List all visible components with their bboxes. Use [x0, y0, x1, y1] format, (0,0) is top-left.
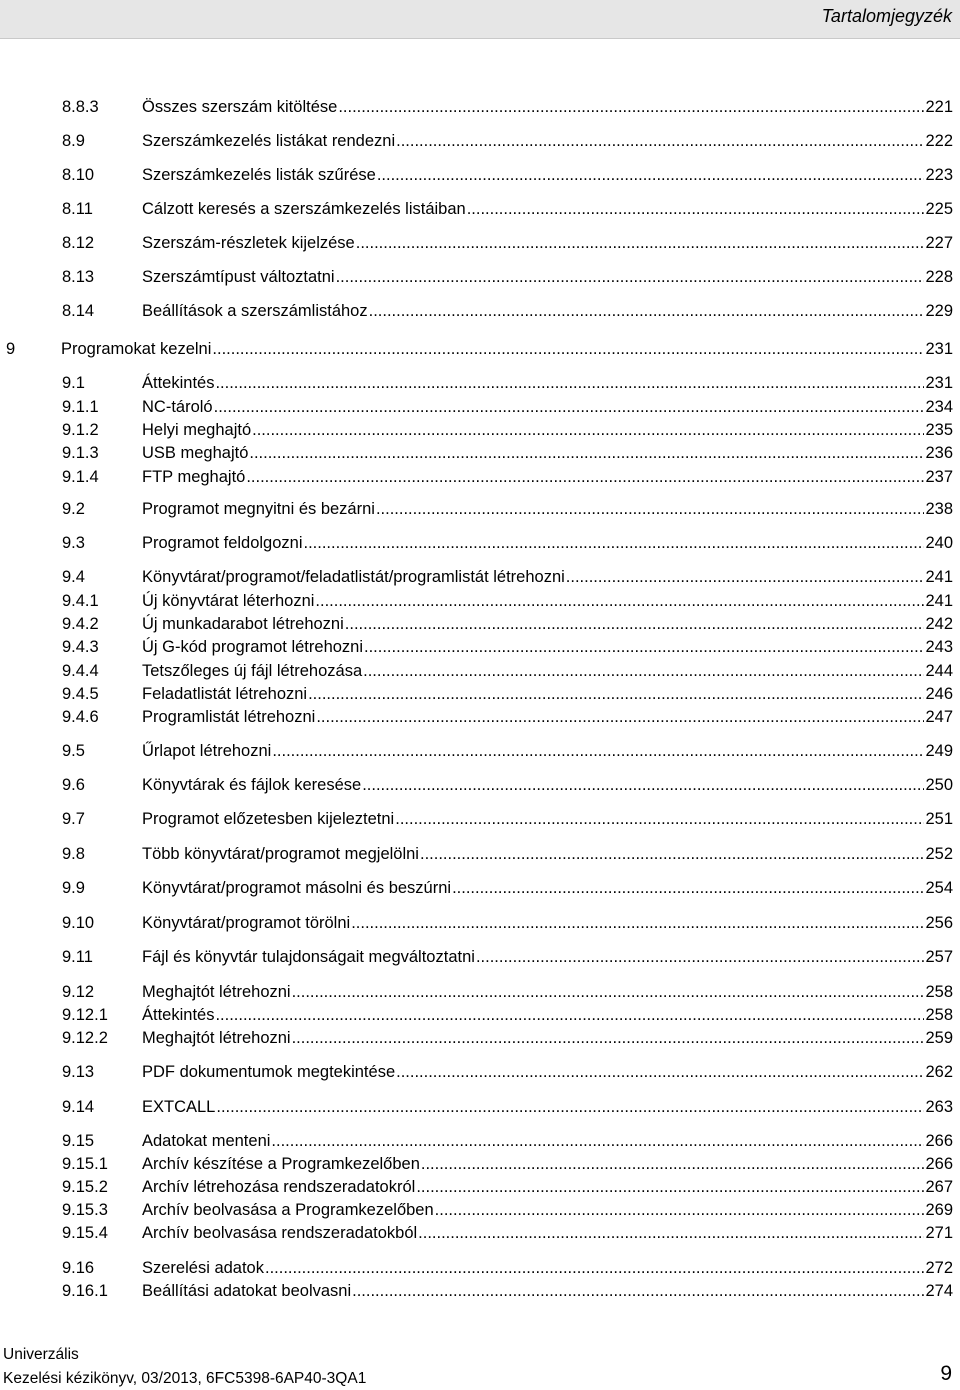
toc-entry-title: Programot megnyitni és bezárni: [142, 500, 375, 518]
toc-entry-page: 258: [925, 983, 953, 1001]
toc-entry-page: 257: [925, 948, 953, 966]
toc-entry-title: Új munkadarabot létrehozni: [142, 615, 344, 633]
toc-entry[interactable]: [0, 774, 960, 796]
toc-entry[interactable]: [0, 1222, 960, 1244]
toc-entry[interactable]: [0, 566, 960, 588]
toc-entry-number: 9.12.1: [62, 1006, 108, 1024]
toc-entry-title: Helyi meghajtó: [142, 421, 252, 439]
toc-entry[interactable]: [0, 466, 960, 488]
toc-entry-page: 231: [925, 374, 953, 392]
toc-entry-number: 8.13: [62, 268, 95, 286]
dot-leader: [316, 706, 924, 728]
toc-entry-page: 262: [925, 1063, 953, 1081]
dot-leader: [377, 164, 925, 186]
toc-entry-number: 9.1.3: [62, 444, 99, 462]
toc-entry-page: 269: [925, 1201, 953, 1219]
dot-leader: [212, 338, 924, 360]
toc-entry[interactable]: [0, 1199, 960, 1221]
toc-entry[interactable]: [0, 164, 960, 186]
toc-entry-page: 251: [925, 810, 953, 828]
dot-leader: [421, 1153, 925, 1175]
toc-entry-page: 227: [925, 234, 953, 252]
toc-entry-page: 244: [925, 662, 953, 680]
toc-entry-page: 222: [925, 132, 953, 150]
dot-leader: [292, 981, 925, 1003]
toc-entry-number: 8.9: [62, 132, 85, 150]
toc-entry[interactable]: [0, 1004, 960, 1026]
toc-entry-title: Archív beolvasása a Programkezelőben: [142, 1201, 434, 1219]
toc-entry-title: Több könyvtárat/programot megjelölni: [142, 845, 419, 863]
dot-leader: [292, 1027, 925, 1049]
toc-entry[interactable]: [0, 636, 960, 658]
toc-entry-title: Szerszám-részletek kijelzése: [142, 234, 355, 252]
toc-entry-number: 9.12.2: [62, 1029, 108, 1047]
dot-leader: [416, 1176, 924, 1198]
toc-entry-page: 243: [925, 638, 953, 656]
dot-leader: [304, 532, 925, 554]
toc-entry-number: 9.10: [62, 914, 95, 932]
toc-entry-title: Beállítások a szerszámlistához: [142, 302, 368, 320]
toc-entry-title: Könyvtárak és fájlok keresése: [142, 776, 362, 794]
toc-entry-number: 9.2: [62, 500, 85, 518]
toc-entry-number: 9.4.6: [62, 708, 99, 726]
toc-entry-number: 9.4.1: [62, 592, 99, 610]
toc-entry-title: Beállítási adatokat beolvasni: [142, 1282, 352, 1300]
toc-entry[interactable]: [0, 981, 960, 1003]
toc-entry[interactable]: [0, 532, 960, 554]
dot-leader: [308, 683, 924, 705]
toc-entry-number: 9.12: [62, 983, 95, 1001]
toc-entry[interactable]: [0, 1096, 960, 1118]
toc-entry-page: 241: [925, 568, 953, 586]
dot-leader: [396, 1061, 924, 1083]
toc-entry-title: USB meghajtó: [142, 444, 249, 462]
dot-leader: [246, 466, 924, 488]
toc-entry-title: Áttekintés: [142, 1006, 215, 1024]
toc-entry-page: 274: [925, 1282, 953, 1300]
dot-leader: [214, 396, 925, 418]
toc-entry[interactable]: [0, 232, 960, 254]
toc-entry-page: 263: [925, 1098, 953, 1116]
footer-document-info: Kezelési kézikönyv, 03/2013, 6FC5398-6AP40-3QA1: [3, 1370, 367, 1387]
toc-entry[interactable]: [0, 1257, 960, 1279]
toc-entry[interactable]: [0, 843, 960, 865]
dot-leader: [363, 660, 924, 682]
toc-entry-title: FTP meghajtó: [142, 468, 246, 486]
toc-entry[interactable]: [0, 419, 960, 441]
toc-entry-page: 247: [925, 708, 953, 726]
toc-entry-title: Új G-kód programot létrehozni: [142, 638, 364, 656]
toc-entry-page: 223: [925, 166, 953, 184]
toc-entry[interactable]: [0, 396, 960, 418]
toc-entry[interactable]: [0, 683, 960, 705]
toc-entry-number: 9.15.3: [62, 1201, 108, 1219]
dot-leader: [315, 590, 924, 612]
toc-entry-number: 9.3: [62, 534, 85, 552]
dot-leader: [216, 1096, 924, 1118]
dot-leader: [467, 198, 925, 220]
toc-entry-page: 228: [925, 268, 953, 286]
toc-entry-page: 271: [925, 1224, 953, 1242]
toc-entry-page: 240: [925, 534, 953, 552]
dot-leader: [249, 442, 924, 464]
toc-entry-page: 229: [925, 302, 953, 320]
toc-entry[interactable]: [0, 740, 960, 762]
toc-entry[interactable]: [0, 808, 960, 830]
toc-entry-page: 235: [925, 421, 953, 439]
toc-entry[interactable]: [0, 1280, 960, 1302]
toc-entry[interactable]: [0, 1153, 960, 1175]
dot-leader: [356, 232, 925, 254]
toc-entry-number: 9.4.5: [62, 685, 99, 703]
toc-entry-title: Adatokat menteni: [142, 1132, 271, 1150]
toc-entry-title: Programlistát létrehozni: [142, 708, 316, 726]
toc-entry-page: 272: [925, 1259, 953, 1277]
toc-entry-number: 9.14: [62, 1098, 95, 1116]
dot-leader: [376, 498, 925, 520]
toc-entry[interactable]: [0, 590, 960, 612]
toc-entry-number: 9: [6, 340, 16, 358]
toc-entry[interactable]: [0, 660, 960, 682]
toc-entry-title: Archív beolvasása rendszeradatokból: [142, 1224, 418, 1242]
toc-entry-title: Könyvtárat/programot törölni: [142, 914, 351, 932]
toc-entry-number: 9.15.4: [62, 1224, 108, 1242]
toc-entry-title: Szerszámtípust változtatni: [142, 268, 335, 286]
toc-entry-page: 249: [925, 742, 953, 760]
toc-entry[interactable]: [0, 1027, 960, 1049]
toc-entry-title: Áttekintés: [142, 374, 215, 392]
toc-entry-number: 9.15.2: [62, 1178, 108, 1196]
toc-entry-page: 242: [925, 615, 953, 633]
toc-entry-number: 9.4: [62, 568, 85, 586]
toc-entry-title: EXTCALL: [142, 1098, 216, 1116]
dot-leader: [336, 266, 925, 288]
toc-entry-title: Programot feldolgozni: [142, 534, 303, 552]
toc-entry-page: 250: [925, 776, 953, 794]
dot-leader: [271, 1130, 924, 1152]
dot-leader: [215, 1004, 924, 1026]
toc-entry-page: 221: [925, 98, 953, 116]
toc-entry-number: 9.8: [62, 845, 85, 863]
toc-entry-page: 234: [925, 398, 953, 416]
dot-leader: [396, 130, 924, 152]
toc-entry-title: Szerszámkezelés listákat rendezni: [142, 132, 396, 150]
toc-entry-number: 8.10: [62, 166, 95, 184]
toc-entry[interactable]: [0, 1176, 960, 1198]
toc-entry-page: 225: [925, 200, 953, 218]
dot-leader: [476, 946, 925, 968]
toc-entry[interactable]: [0, 706, 960, 728]
toc-entry-number: 9.7: [62, 810, 85, 828]
toc-entry-number: 9.1.4: [62, 468, 99, 486]
toc-entry-number: 9.4.3: [62, 638, 99, 656]
toc-entry-page: 246: [925, 685, 953, 703]
dot-leader: [215, 372, 924, 394]
toc-entry-page: 256: [925, 914, 953, 932]
toc-entry-title: Cálzott keresés a szerszámkezelés listáiban: [142, 200, 466, 218]
toc-entry[interactable]: [0, 912, 960, 934]
dot-leader: [362, 774, 924, 796]
toc-entry-page: 231: [925, 340, 953, 358]
toc-entry-title: Archív készítése a Programkezelőben: [142, 1155, 420, 1173]
toc-entry-number: 9.16.1: [62, 1282, 108, 1300]
dot-leader: [566, 566, 925, 588]
toc-entry-page: 266: [925, 1155, 953, 1173]
toc-entry-number: 8.8.3: [62, 98, 99, 116]
toc-entry-title: Archív létrehozása rendszeradatokról: [142, 1178, 416, 1196]
toc-entry[interactable]: [0, 877, 960, 899]
toc-entry-title: Meghajtót létrehozni: [142, 983, 291, 1001]
toc-entry-title: Programot előzetesben kijeleztetni: [142, 810, 395, 828]
toc-entry[interactable]: [0, 96, 960, 118]
toc-entry-number: 9.1: [62, 374, 85, 392]
dot-leader: [252, 419, 924, 441]
toc-entry-title: Fájl és könyvtár tulajdonságait megváltoztatni: [142, 948, 475, 966]
dot-leader: [364, 636, 924, 658]
toc-entry[interactable]: [0, 130, 960, 152]
page-number: 9: [940, 1362, 952, 1385]
toc-entry-title: Új könyvtárat léterhozni: [142, 592, 315, 610]
dot-leader: [435, 1199, 925, 1221]
toc-entry-title: Programokat kezelni: [61, 340, 212, 358]
toc-entry-page: 259: [925, 1029, 953, 1047]
toc-entry-page: 238: [925, 500, 953, 518]
dot-leader: [265, 1257, 924, 1279]
toc-entry[interactable]: [0, 1130, 960, 1152]
toc-entry-page: 266: [925, 1132, 953, 1150]
toc-entry-number: 8.14: [62, 302, 95, 320]
toc-entry[interactable]: [0, 198, 960, 220]
toc-entry-number: 9.13: [62, 1063, 95, 1081]
toc-entry[interactable]: [0, 498, 960, 520]
toc-entry[interactable]: [0, 1061, 960, 1083]
dot-leader: [338, 96, 924, 118]
toc-entry-title: Űrlapot létrehozni: [142, 742, 272, 760]
toc-entry-number: 9.11: [62, 948, 93, 966]
dot-leader: [351, 912, 924, 934]
page-header: [0, 0, 960, 39]
dot-leader: [272, 740, 924, 762]
footer-product: Univerzális: [3, 1346, 79, 1363]
toc-entry-number: 9.1.2: [62, 421, 99, 439]
toc-entry-number: 9.6: [62, 776, 85, 794]
toc-entry-page: 241: [925, 592, 953, 610]
toc-entry-number: 9.4.4: [62, 662, 99, 680]
toc-entry-number: 9.5: [62, 742, 85, 760]
toc-entry[interactable]: [0, 300, 960, 322]
toc-entry-page: 252: [925, 845, 953, 863]
toc-entry-page: 236: [925, 444, 953, 462]
toc-entry[interactable]: [0, 946, 960, 968]
toc-entry-title: Feladatlistát létrehozni: [142, 685, 308, 703]
toc-entry-title: Könyvtárat/programot/feladatlistát/programlistát létrehozni: [142, 568, 565, 586]
dot-leader: [369, 300, 925, 322]
toc-entry-page: 258: [925, 1006, 953, 1024]
toc-chapter-entry[interactable]: [0, 338, 960, 360]
toc-entry[interactable]: [0, 266, 960, 288]
toc-entry[interactable]: [0, 613, 960, 635]
toc-entry-number: 8.11: [62, 200, 93, 218]
toc-entry-number: 9.16: [62, 1259, 95, 1277]
toc-entry-number: 8.12: [62, 234, 95, 252]
toc-entry-title: PDF dokumentumok megtekintése: [142, 1063, 396, 1081]
dot-leader: [420, 843, 924, 865]
toc-entry-title: NC-tároló: [142, 398, 213, 416]
toc-entry-number: 9.1.1: [62, 398, 99, 416]
toc-entry-number: 9.4.2: [62, 615, 99, 633]
toc-entry-page: 267: [925, 1178, 953, 1196]
toc-entry[interactable]: [0, 372, 960, 394]
dot-leader: [418, 1222, 924, 1244]
dot-leader: [352, 1280, 924, 1302]
toc-entry-page: 237: [925, 468, 953, 486]
toc-entry-number: 9.15.1: [62, 1155, 108, 1173]
toc-entry-title: Szerszámkezelés listák szűrése: [142, 166, 376, 184]
dot-leader: [452, 877, 924, 899]
header-title: Tartalomjegyzék: [821, 6, 952, 26]
toc-entry-number: 9.15: [62, 1132, 95, 1150]
toc-entry-title: Szerelési adatok: [142, 1259, 264, 1277]
dot-leader: [345, 613, 925, 635]
toc-entry-title: Könyvtárat/programot másolni és beszúrni: [142, 879, 452, 897]
dot-leader: [395, 808, 924, 830]
toc-entry-page: 254: [925, 879, 953, 897]
toc-entry-title: Tetszőleges új fájl létrehozása: [142, 662, 363, 680]
toc-entry-number: 9.9: [62, 879, 85, 897]
toc-entry-title: Meghajtót létrehozni: [142, 1029, 291, 1047]
toc-entry[interactable]: [0, 442, 960, 464]
toc-entry-title: Összes szerszám kitöltése: [142, 98, 338, 116]
